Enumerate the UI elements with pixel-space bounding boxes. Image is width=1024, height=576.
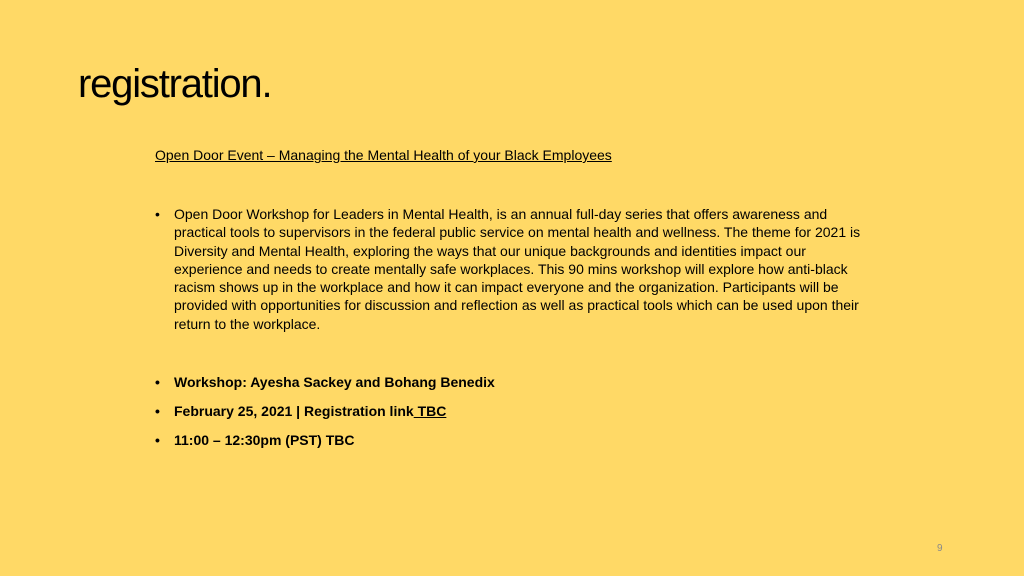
description-text: Open Door Workshop for Leaders in Mental Health, is an annual full-day series that offers awareness and practical tools to supervisors in the federal public service on mental health and wellness. The theme for 2021 is Diversity and Mental Health, exploring the ways that our unique backgrounds and identities impact our experience and needs to create mentally safe workplaces. This 90 mins workshop will explore how anti-black racism shows up in the workplace and how it can impact everyone and the organization. Participants will be provided with opportunities for discussion and reflection as well as practical tools which can be used upon their return to the workplace. [174, 206, 861, 332]
date-bullet [155, 402, 875, 420]
slide-title: registration. [78, 62, 272, 106]
registration-link[interactable]: TBC [413, 403, 447, 420]
bullet-icon: • [155, 432, 160, 449]
bullet-list [155, 205, 875, 449]
time-text: 11:00 – 12:30pm (PST) TBC [174, 432, 355, 449]
time-bullet [155, 431, 875, 449]
workshop-text: Workshop: Ayesha Sackey and Bohang Benedix [174, 374, 495, 391]
event-subtitle: Open Door Event – Managing the Mental Health of your Black Employees [155, 147, 612, 163]
bullet-icon: • [155, 206, 160, 222]
bullet-icon: • [155, 374, 160, 391]
page-number: 9 [937, 543, 943, 554]
workshop-bullet [155, 373, 875, 391]
bullet-icon: • [155, 403, 160, 420]
date-text: February 25, 2021 | Registration link [174, 403, 414, 420]
description-bullet [155, 205, 875, 333]
